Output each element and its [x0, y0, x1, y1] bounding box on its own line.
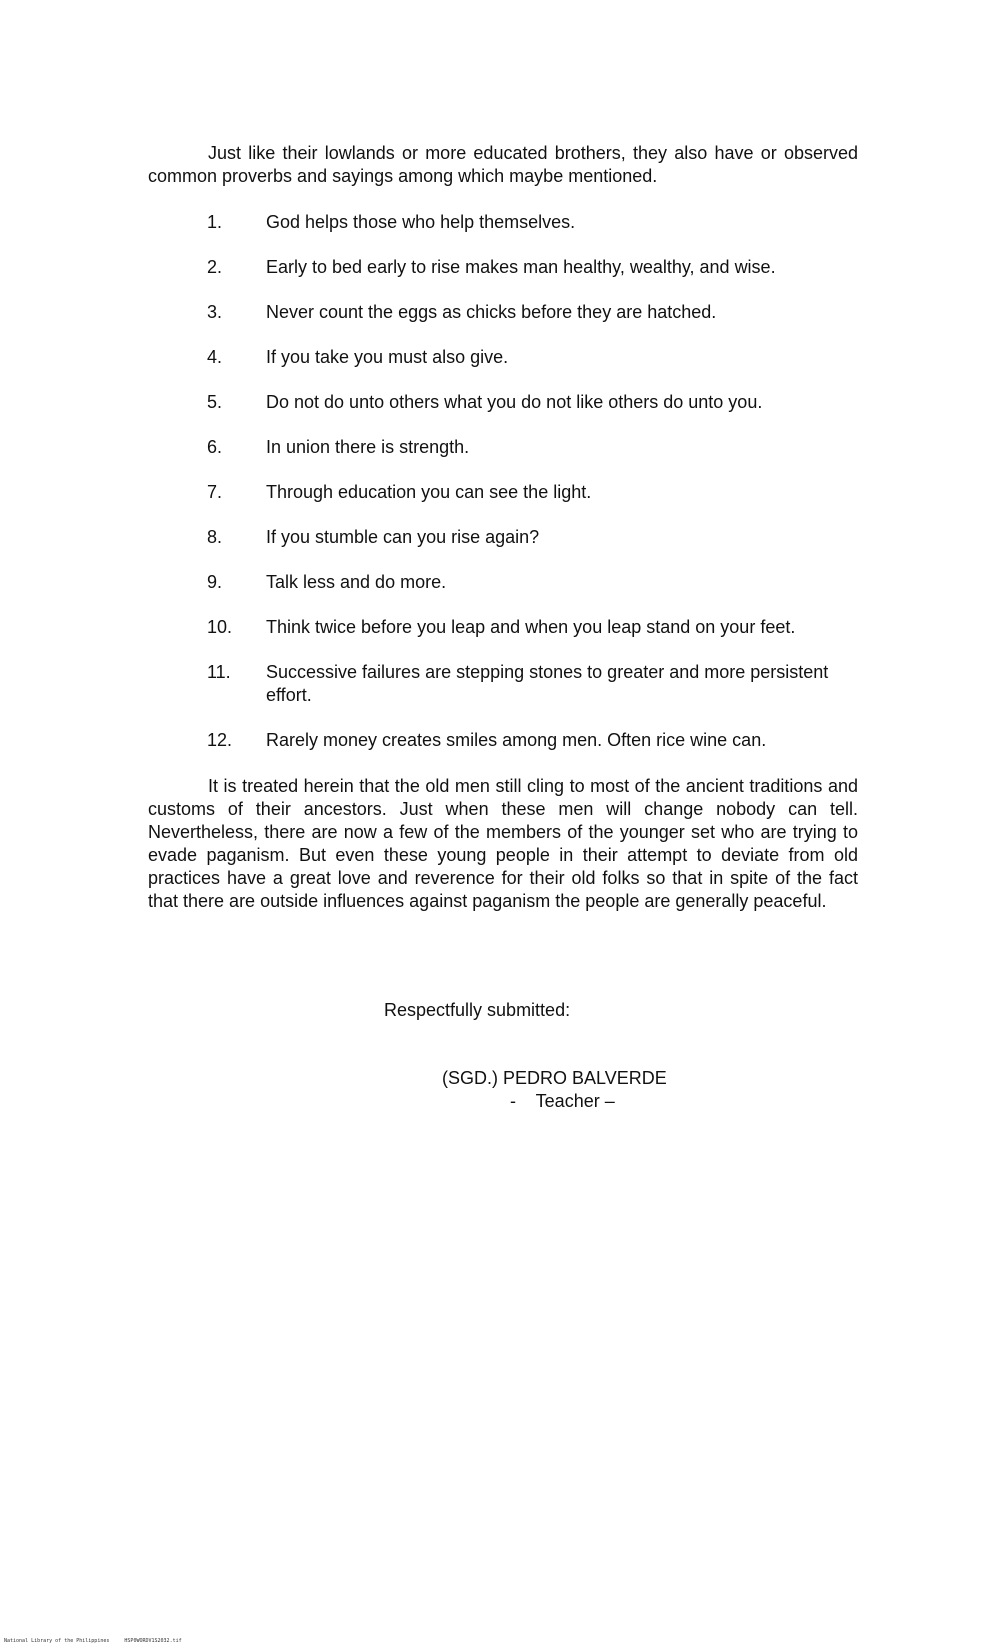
- list-item: [148, 616, 858, 639]
- list-item-text: In union there is strength.: [266, 437, 470, 457]
- signature-name: (SGD.) PEDRO BALVERDE: [442, 1068, 667, 1088]
- list-item-number: 6.: [207, 437, 223, 457]
- list-item: [148, 346, 858, 369]
- list-item-number: 8.: [207, 527, 223, 547]
- list-item-number: 4.: [207, 347, 223, 367]
- list-item-text: Rarely money creates smiles among men. Often rice wine can.: [266, 730, 767, 750]
- list-item-number: 1.: [207, 212, 223, 232]
- list-item: [148, 729, 858, 752]
- list-item-number: 10.: [207, 617, 233, 637]
- proverbs-list: [148, 211, 858, 774]
- footer-source-note: National Library of the Philippines HSP0WORDV1S2032.tif: [4, 1638, 182, 1644]
- list-item-number: 2.: [207, 257, 223, 277]
- list-item-text: Talk less and do more.: [266, 572, 447, 592]
- respectfully-submitted-line: Respectfully submitted:: [384, 1000, 571, 1020]
- list-item: [148, 436, 858, 459]
- list-item: [148, 256, 858, 279]
- list-item-text: Think twice before you leap and when you leap stand on your feet.: [266, 617, 796, 637]
- list-item-text: Do not do unto others what you do not like others do unto you.: [266, 392, 763, 412]
- list-item: [148, 391, 858, 414]
- list-item-number: 11.: [207, 662, 231, 682]
- list-item-text: Successive failures are stepping stones to greater and more persistent effort.: [266, 662, 829, 705]
- list-item-text: Through education you can see the light.: [266, 482, 592, 502]
- list-item-number: 9.: [207, 572, 223, 592]
- list-item-number: 7.: [207, 482, 223, 502]
- list-item-text: If you take you must also give.: [266, 347, 509, 367]
- list-item-number: 5.: [207, 392, 223, 412]
- list-item-number: 3.: [207, 302, 223, 322]
- closing-paragraph: It is treated herein that the old men still cling to most of the ancient traditions and customs of their ancestors. Just when these men will change nobody can tell. Nevertheless, there are now a few of the members of the younger set who are trying to evade paganism. But even these young people in their attempt to deviate from old practices have a great love and reverence for their old folks so that in spite of the fact that there are outside influences against paganism the people are generally peaceful.: [148, 776, 858, 911]
- list-item: [148, 571, 858, 594]
- list-item: [148, 526, 858, 549]
- signature-role: - Teacher –: [510, 1091, 615, 1111]
- list-item: [148, 211, 858, 234]
- list-item-text: Never count the eggs as chicks before they are hatched.: [266, 302, 717, 322]
- list-item-text: God helps those who help themselves.: [266, 212, 576, 232]
- list-item-number: 12.: [207, 730, 233, 750]
- intro-paragraph: Just like their lowlands or more educated brothers, they also have or observed common proverbs and sayings among which maybe mentioned.: [148, 143, 858, 186]
- list-item: [148, 661, 858, 707]
- list-item-text: If you stumble can you rise again?: [266, 527, 540, 547]
- list-item-text: Early to bed early to rise makes man healthy, wealthy, and wise.: [266, 257, 776, 277]
- list-item: [148, 301, 858, 324]
- list-item: [148, 481, 858, 504]
